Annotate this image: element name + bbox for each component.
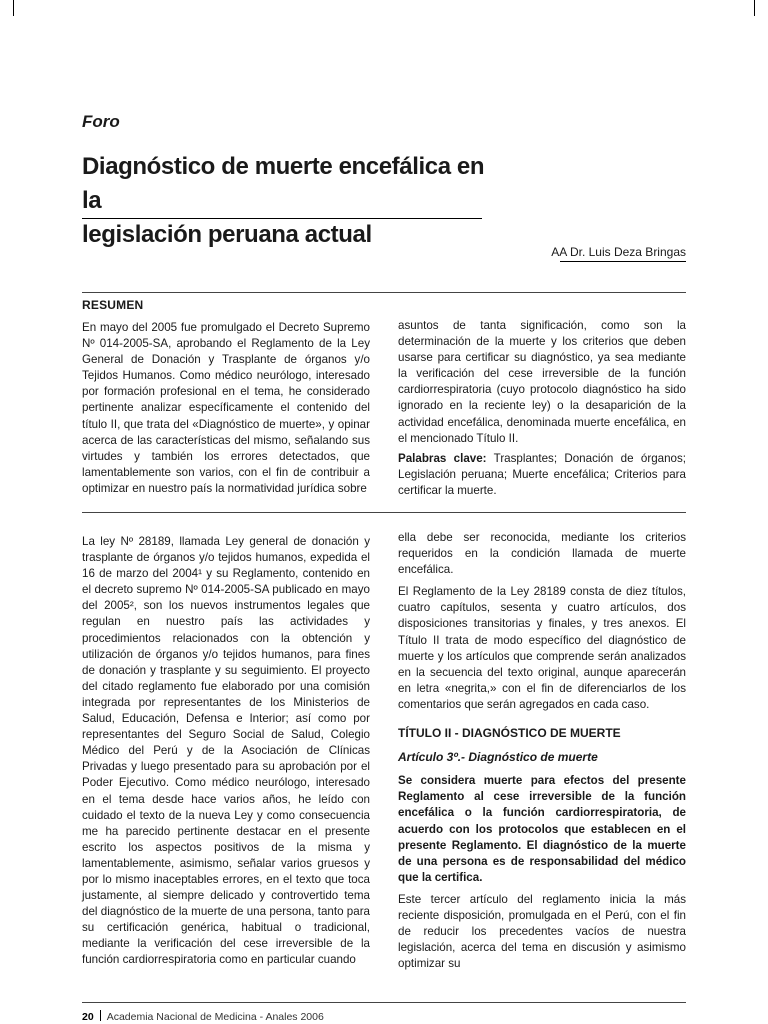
author-underline [560, 261, 686, 262]
abstract-heading: RESUMEN [82, 298, 144, 312]
article-title-line-2: legislación peruana actual [82, 221, 372, 248]
footer-rule [82, 1002, 686, 1003]
body-paragraph: ella debe ser reconocida, mediante los criterios requeridos en la condición llamada de muerte encefálica. [398, 531, 686, 577]
abstract-top-rule [82, 292, 686, 293]
abstract-left-column [82, 320, 370, 503]
body-paragraph: El Reglamento de la Ley 28189 consta de diez títulos, cuatro capítulos, sesenta y cuatro artículos, dos disposiciones transitorias y finales, y tres anexos. El Título II trata de modo específico del diagnóstico de muerte y los artículos que comprende serán analizados en la secuencia del texto original, aunque aparecerán en letra «negrita,» con el fin de diferenciarlos de los comentarios que serán agregados en cada caso. [398, 585, 686, 711]
section-subheading: TÍTULO II - DIAGNÓSTICO DE MUERTE [398, 726, 621, 741]
body-right-column [398, 530, 686, 978]
quoted-article-text: Se considera muerte para efectos del presente Reglamento al cese irreversible de la función encefálica o la función cardiorrespiratoria, de acuerdo con los protocolos que establecen en el presente Reglamento. El diagnóstico de la muerte de una persona es de responsabilidad del médico que la certifica. [398, 774, 686, 884]
section-label: Foro [82, 112, 120, 131]
article-title [82, 150, 502, 252]
author-name: AA Dr. Luis Deza Bringas [551, 245, 686, 259]
keywords [398, 451, 686, 499]
article-subheading: Artículo 3º.- Diagnóstico de muerte [398, 750, 598, 765]
page-footer [82, 1010, 324, 1023]
abstract-right-column [398, 318, 686, 505]
journal-name: Academia Nacional de Medicina - Anales 2006 [106, 1011, 324, 1023]
article-title-line-1: Diagnóstico de muerte encefálica en la [82, 153, 485, 214]
crop-mark-left [13, 0, 14, 16]
abstract-bottom-rule [82, 512, 686, 513]
crop-mark-right [754, 0, 755, 16]
title-underline [82, 218, 482, 219]
abstract-paragraph: En mayo del 2005 fue promulgado el Decreto Supremo Nº 014-2005-SA, aprobando el Reglamento de la Ley General de Donación y Trasplante de órganos y/o Tejidos Humanos. Como médico neurólogo, interesado por formación profesional en el tema, he considerado pertinente analizar específicamente el contenido del título II, que trata del «Diagnóstico de muerte», y opinar acerca de las características del mismo, señalando sus virtudes y también los errores detectados, que lamentablemente son varios, con el fin de contribuir a optimizar en nuestro país la normatividad jurídica sobre [82, 321, 370, 495]
keywords-label: Palabras clave: [398, 451, 487, 465]
body-paragraph: Este tercer artículo del reglamento inicia la más reciente disposición, promulgada en el Perú, con el fin de reducir los precedentes vacíos de nuestra legislación, acerca del tema en discusión y asimismo optimizar su [398, 892, 686, 971]
body-left-column [82, 534, 370, 975]
abstract-paragraph-continued: asuntos de tanta significación, como son la determinación de la muerte y los criterios que deben usarse para certificar su diagnóstico, ya sea mediante la verificación del cese irreversible de la función cardiorrespiratoria (cuyo protocolo diagnóstico ha sido ignorado en la reciente ley) o la desaparición de la actividad encefálica, denominada muerte encefálica, en el mencionado Título II. [398, 319, 686, 445]
body-paragraph: La ley Nº 28189, llamada Ley general de donación y trasplante de órganos y/o tejidos humanos, expedida el 16 de marzo del 2004¹ y su Reglamento, contenido en el decreto supremo Nº 014-2005-SA publicado en mayo del 2005², son los nuevos instrumentos legales que regulan en nuestro país las actividades y procedimientos relacionados con la obtención y utilización de órganos y/o tejidos humanos, para fines de donación y trasplante y su seguimiento. El proyecto del citado reglamento fue elaborado por una comisión integrada por representantes de los Ministerios de Salud, Educación, Defensa e Interior; así como por representantes del Seguro Social de Salud, Colegio Médico del Perú y de la Asociación de Clínicas Privadas y luego presentado para su aprobación por el Poder Ejecutivo. Como médico neurólogo, interesado en el tema desde hace varios años, he leído con cuidado el texto de la nueva Ley y como consecuencia me ha parecido pertinente destacar en el presente escrito los aspectos positivos de la misma y lamentablemente, asimismo, señalar varios gruesos y por lo mismo inaceptables errores, en el texto que toca justamente, al siempre delicado y controvertido tema del diagnóstico de la muerte de una persona, tanto para su certificación genérica, habitual o tradicional, mediante la verificación del cese irreversible de la función cardiorrespiratoria como en particular cuando [82, 535, 370, 967]
footer-separator [100, 1010, 101, 1021]
keywords-text: Trasplantes; Donación de órganos; Legislación peruana; Muerte encefálica; Criterios para certificar la muerte. [398, 451, 687, 497]
page-number: 20 [82, 1011, 94, 1023]
